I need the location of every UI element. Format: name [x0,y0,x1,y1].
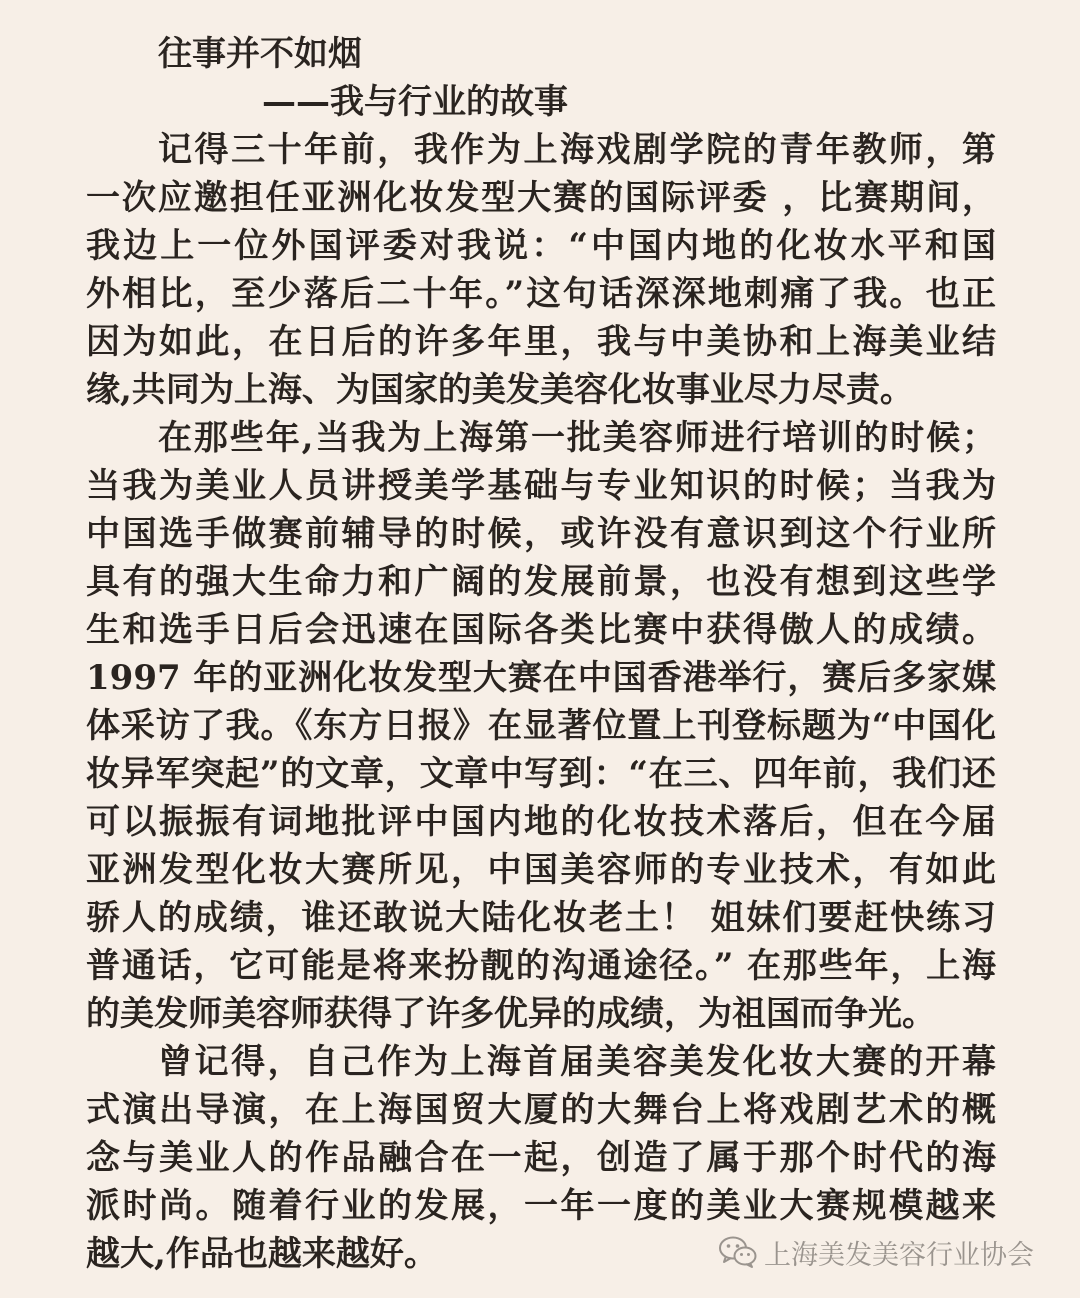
article-title: 往事并不如烟 [158,34,362,74]
text-line: 记得三十年前，我作为上海戏剧学院的青年教师，第 [158,130,996,170]
text-line: 我边上一位外国评委对我说：“中国内地的化妆水平和国 [86,226,996,266]
text-line: 1997 年的亚洲化妆发型大赛在中国香港举行，赛后多家媒 [86,658,996,698]
text-line: 当我为美业人员讲授美学基础与专业知识的时候；当我为 [86,466,996,506]
text-line: 曾记得，自己作为上海首届美容美发化妆大赛的开幕 [158,1042,996,1082]
text-line: 具有的强大生命力和广阔的发展前景，也没有想到这些学 [86,562,996,602]
text-line: 外相比，至少落后二十年。”这句话深深地刺痛了我。也正 [86,274,996,314]
wechat-icon [718,1235,758,1269]
text-line: 在那些年,当我为上海第一批美容师进行培训的时候； [158,418,996,458]
text-line: 可以振振有词地批评中国内地的化妆技术落后，但在今届 [86,802,996,842]
article-body [86,126,996,1278]
text-line: 派时尚。随着行业的发展，一年一度的美业大赛规模越来 [86,1186,996,1226]
text-line: 的美发师美容师获得了许多优异的成绩，为祖国而争光。 [86,994,936,1034]
text-line: 式演出导演，在上海国贸大厦的大舞台上将戏剧艺术的概 [86,1090,996,1130]
text-line: 缘,共同为上海、为国家的美发美容化妆事业尽力尽责。 [86,370,914,410]
article-subtitle: ——我与行业的故事 [262,82,568,122]
text-line: 一次应邀担任亚洲化妆发型大赛的国际评委 ，比赛期间， [86,178,996,218]
watermark [718,1232,1034,1272]
text-line: 体采访了我。《东方日报》在显著位置上刊登标题为“中国化 [86,706,996,746]
text-line: 中国选手做赛前辅导的时候，或许没有意识到这个行业所 [86,514,996,554]
text-line: 因为如此，在日后的许多年里，我与中美协和上海美业结 [86,322,996,362]
text-line: 念与美业人的作品融合在一起，创造了属于那个时代的海 [86,1138,996,1178]
watermark-text: 上海美发美容行业协会 [764,1239,1034,1271]
text-line: 亚洲发型化妆大赛所见，中国美容师的专业技术，有如此 [86,850,996,890]
text-line: 骄人的成绩，谁还敢说大陆化妆老土！ 姐妹们要赶快练习 [86,898,996,938]
text-line: 妆异军突起”的文章，文章中写到：“在三、四年前，我们还 [86,754,996,794]
text-line: 越大,作品也越来越好。 [86,1234,438,1274]
text-line: 生和选手日后会迅速在国际各类比赛中获得傲人的成绩。 [86,610,996,650]
text-line: 普通话，它可能是将来扮靓的沟通途径。” 在那些年，上海 [86,946,996,986]
